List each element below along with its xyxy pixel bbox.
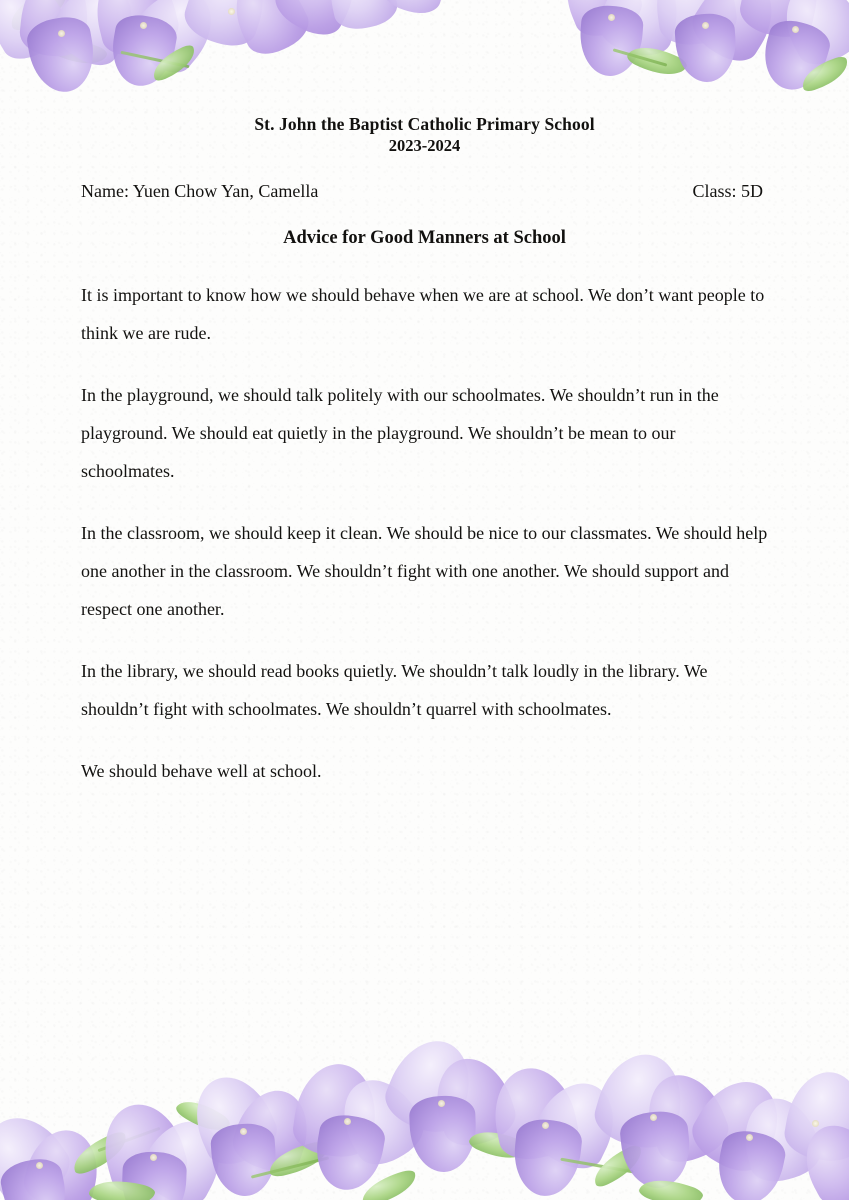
- essay-title: Advice for Good Manners at School: [283, 228, 566, 248]
- school-year-heading: 2023-2024: [388, 136, 461, 155]
- paragraph-1: It is important to know how we should behave when we are at school. We don’t want people to think we are rude.: [81, 285, 765, 343]
- paragraph-5: We should behave well at school.: [81, 761, 322, 781]
- paragraph-4: In the library, we should read books quietly. We shouldn’t talk loudly in the library. We shouldn’t fight with schoolmates. We shouldn’t quarrel with schoolmates.: [81, 661, 708, 719]
- school-name-heading: St. John the Baptist Catholic Primary School: [254, 114, 595, 134]
- paragraph-3: In the classroom, we should keep it clean. We should be nice to our classmates. We should help one another in the classroom. We shouldn’t fight with one another. We should support and respect one another.: [81, 523, 768, 619]
- student-name-field: Name: Yuen Chow Yan, Camella: [81, 181, 319, 201]
- essay-body: [81, 276, 771, 790]
- paragraph-2: In the playground, we should talk politely with our schoolmates. We shouldn’t run in the playground. We should eat quietly in the playground. We shouldn’t be mean to our schoolmates.: [81, 385, 719, 481]
- student-class-field: Class: 5D: [692, 181, 763, 201]
